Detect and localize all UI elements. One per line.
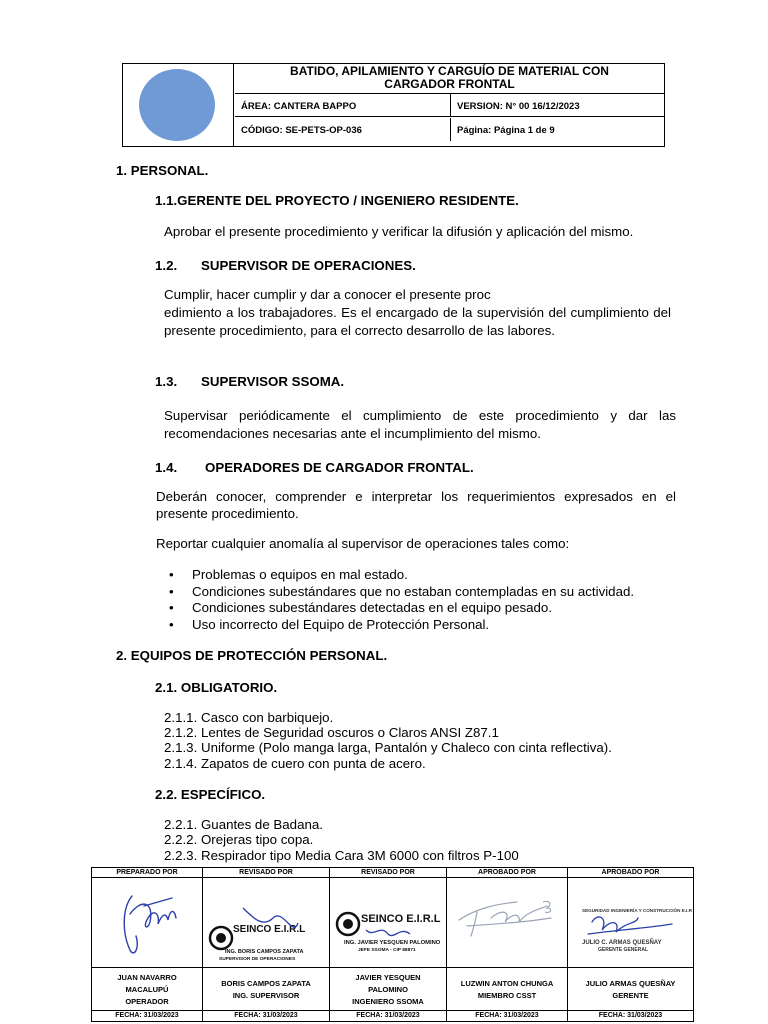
signature-area xyxy=(568,878,693,968)
company-stamp-icon xyxy=(568,878,692,968)
signer-name-line1: JULIO ARMAS QUESÑAY xyxy=(585,978,676,988)
stamp-company-text: SEINCO E.I.R.L xyxy=(233,924,306,935)
company-logo-circle xyxy=(139,69,215,141)
stamp-role-text: SUPERVISOR DE OPERACIONES xyxy=(219,957,296,962)
document-header-table xyxy=(122,63,665,147)
signature-date: FECHA: 31/03/2023 xyxy=(475,1012,539,1019)
header-divider xyxy=(450,118,451,141)
bullet-glyph: • xyxy=(169,583,174,599)
signer-role: ING. SUPERVISOR xyxy=(232,990,300,1000)
signer-name-line1: JAVIER YESQUEN xyxy=(355,972,421,982)
list-item xyxy=(169,584,634,601)
column-heading: REVISADO POR xyxy=(203,868,329,878)
signature-area xyxy=(330,878,446,968)
section-1-1-heading: 1.1.GERENTE DEL PROYECTO / INGENIERO RESIDENTE. xyxy=(155,193,519,208)
signer-name-line1: JUAN NAVARRO xyxy=(117,972,177,982)
signer-role: MIEMBRO CSST xyxy=(477,990,537,1000)
bullet-glyph: • xyxy=(169,616,174,632)
title-line-1: BATIDO, APILAMIENTO Y CARGUÍO DE MATERIAL CON xyxy=(290,64,609,78)
signer-role: GERENTE xyxy=(612,990,649,1000)
company-stamp-icon xyxy=(203,878,329,968)
section-1-2-text: edimiento a los trabajadores. Es el encargado de la supervisión del cumplimiento del presente procedimiento, para el correcto desarrollo de las labores. xyxy=(164,305,671,338)
stamp-company-text: SEINCO E.I.R.L xyxy=(361,913,441,925)
signature-area xyxy=(92,878,202,968)
column-heading: APROBADO POR xyxy=(568,868,693,878)
list-item-text: Condiciones subestándares detectadas en el equipo pesado. xyxy=(192,600,553,615)
company-stamp-icon xyxy=(330,878,446,968)
list-item: 2.2.3. Respirador tipo Media Cara 3M 6000 con filtros P-100 xyxy=(164,848,519,863)
list-item-text: Uso incorrecto del Equipo de Protección Personal. xyxy=(192,616,490,632)
list-item: 2.1.2. Lentes de Seguridad oscuros o Claros ANSI Z87.1 xyxy=(164,725,499,740)
list-item: 2.1.1. Casco con barbiquejo. xyxy=(164,710,334,725)
signature-date: FECHA: 31/03/2023 xyxy=(598,1012,663,1019)
bullet-glyph: • xyxy=(169,600,174,615)
section-1-4-heading: OPERADORES DE CARGADOR FRONTAL. xyxy=(205,460,474,475)
signer-name-line1: LUZWIN ANTON CHUNGA xyxy=(460,978,554,988)
stamp-role-text: GERENTE GENERAL xyxy=(598,947,649,953)
header-row-code xyxy=(235,118,664,141)
section-2-1-heading: 2.1. OBLIGATORIO. xyxy=(155,680,278,695)
section-1-3-number: 1.3. xyxy=(155,374,178,389)
section-1-2-text-line1: Cumplir, hacer cumplir y dar a conocer el presente proc xyxy=(164,287,491,302)
signer-name-block xyxy=(203,969,329,1011)
stamp-role-text: JEFE SSOMA - CIP 88871 xyxy=(358,948,416,953)
section-1-4-text: Deberán conocer, comprender e interpretar los requerimientos expresados en el presente procedimiento. xyxy=(156,489,676,521)
signer-name-block xyxy=(330,969,446,1011)
header-divider xyxy=(450,94,451,116)
list-item: 2.2.1. Guantes de Badana. xyxy=(164,817,323,832)
stamp-name-text: ING. JAVIER YESQUEN PALOMINO xyxy=(344,940,441,946)
signature-area xyxy=(203,878,329,968)
signature-date: FECHA: 31/03/2023 xyxy=(356,1012,420,1019)
section-1-1-text: Aprobar el presente procedimiento y verificar la difusión y aplicación del mismo. xyxy=(164,224,634,239)
signer-name-line2: MACALUPÚ xyxy=(125,984,169,994)
signer-name-line1: BORIS CAMPOS ZAPATA xyxy=(221,978,311,988)
list-item xyxy=(169,567,634,584)
handwritten-signature-icon xyxy=(447,878,567,968)
anomaly-bullet-list xyxy=(169,567,634,633)
header-row-area xyxy=(235,94,664,117)
column-heading: APROBADO POR xyxy=(447,868,567,878)
section-1-2-heading: SUPERVISOR DE OPERACIONES. xyxy=(201,258,416,273)
version-label: VERSION: N° 00 16/12/2023 xyxy=(457,101,580,112)
handwritten-signature-icon xyxy=(92,878,202,968)
signer-role: INGENIERO SSOMA xyxy=(352,996,424,1006)
signature-date: FECHA: 31/03/2023 xyxy=(115,1012,179,1019)
signature-date: FECHA: 31/03/2023 xyxy=(234,1012,298,1019)
signer-role: OPERADOR xyxy=(125,996,169,1006)
bullet-glyph: • xyxy=(169,567,174,582)
signer-name-line2: PALOMINO xyxy=(368,984,408,994)
code-label: CÓDIGO: SE-PETS-OP-036 xyxy=(241,125,362,136)
list-item-text: Condiciones subestándares que no estaban contempladas en su actividad. xyxy=(192,583,635,599)
list-item-text: Problemas o equipos en mal estado. xyxy=(192,567,408,582)
page-label: Página: Página 1 de 9 xyxy=(457,125,555,136)
list-item xyxy=(169,617,634,634)
signer-name-block xyxy=(447,969,567,1011)
section-2-2-heading: 2.2. ESPECÍFICO. xyxy=(155,787,266,802)
list-item: 2.1.3. Uniforme (Polo manga larga, Pantalón y Chaleco con cinta reflectiva). xyxy=(164,740,612,755)
signature-column-revisado-2 xyxy=(330,868,447,1021)
section-1-2-number: 1.2. xyxy=(155,258,178,273)
section-1-heading: 1. PERSONAL. xyxy=(116,163,209,178)
signature-area xyxy=(447,878,567,968)
area-label: ÁREA: CANTERA BAPPO xyxy=(241,101,357,112)
document-title xyxy=(235,64,664,94)
signature-column-aprobado-2 xyxy=(568,868,693,1021)
signer-name-block xyxy=(568,969,693,1011)
signature-table xyxy=(91,867,694,1022)
signature-column-preparado xyxy=(92,868,203,1021)
section-1-3-heading: SUPERVISOR SSOMA. xyxy=(201,374,345,389)
section-1-3-text: Supervisar periódicamente el cumplimiento de este procedimiento y dar las recomendaciones necesarias ante el incumplimiento del mismo. xyxy=(164,408,676,441)
section-1-4-text-2: Reportar cualquier anomalía al supervisor de operaciones tales como: xyxy=(156,536,570,551)
list-item: 2.2.2. Orejeras tipo copa. xyxy=(164,832,314,847)
signer-name-block xyxy=(92,969,202,1011)
title-line-2: CARGADOR FRONTAL xyxy=(384,77,515,91)
section-2-heading: 2. EQUIPOS DE PROTECCIÓN PERSONAL. xyxy=(116,648,388,663)
logo-cell xyxy=(123,64,234,146)
stamp-company-text: SEGURIDAD INGENIERÍA Y CONSTRUCCIÓN E.I.R. xyxy=(582,908,692,913)
stamp-name-text: JULIO C. ARMAS QUESÑAY xyxy=(582,940,662,946)
column-heading: REVISADO POR xyxy=(330,868,446,878)
stamp-name-text: ING. BORIS CAMPOS ZAPATA xyxy=(225,949,304,955)
signature-column-aprobado-1 xyxy=(447,868,568,1021)
section-1-4-number: 1.4. xyxy=(155,460,178,475)
list-item: 2.1.4. Zapatos de cuero con punta de acero. xyxy=(164,756,426,771)
column-heading: PREPARADO POR xyxy=(92,868,202,878)
signature-column-revisado-1 xyxy=(203,868,330,1021)
list-item xyxy=(169,600,634,617)
